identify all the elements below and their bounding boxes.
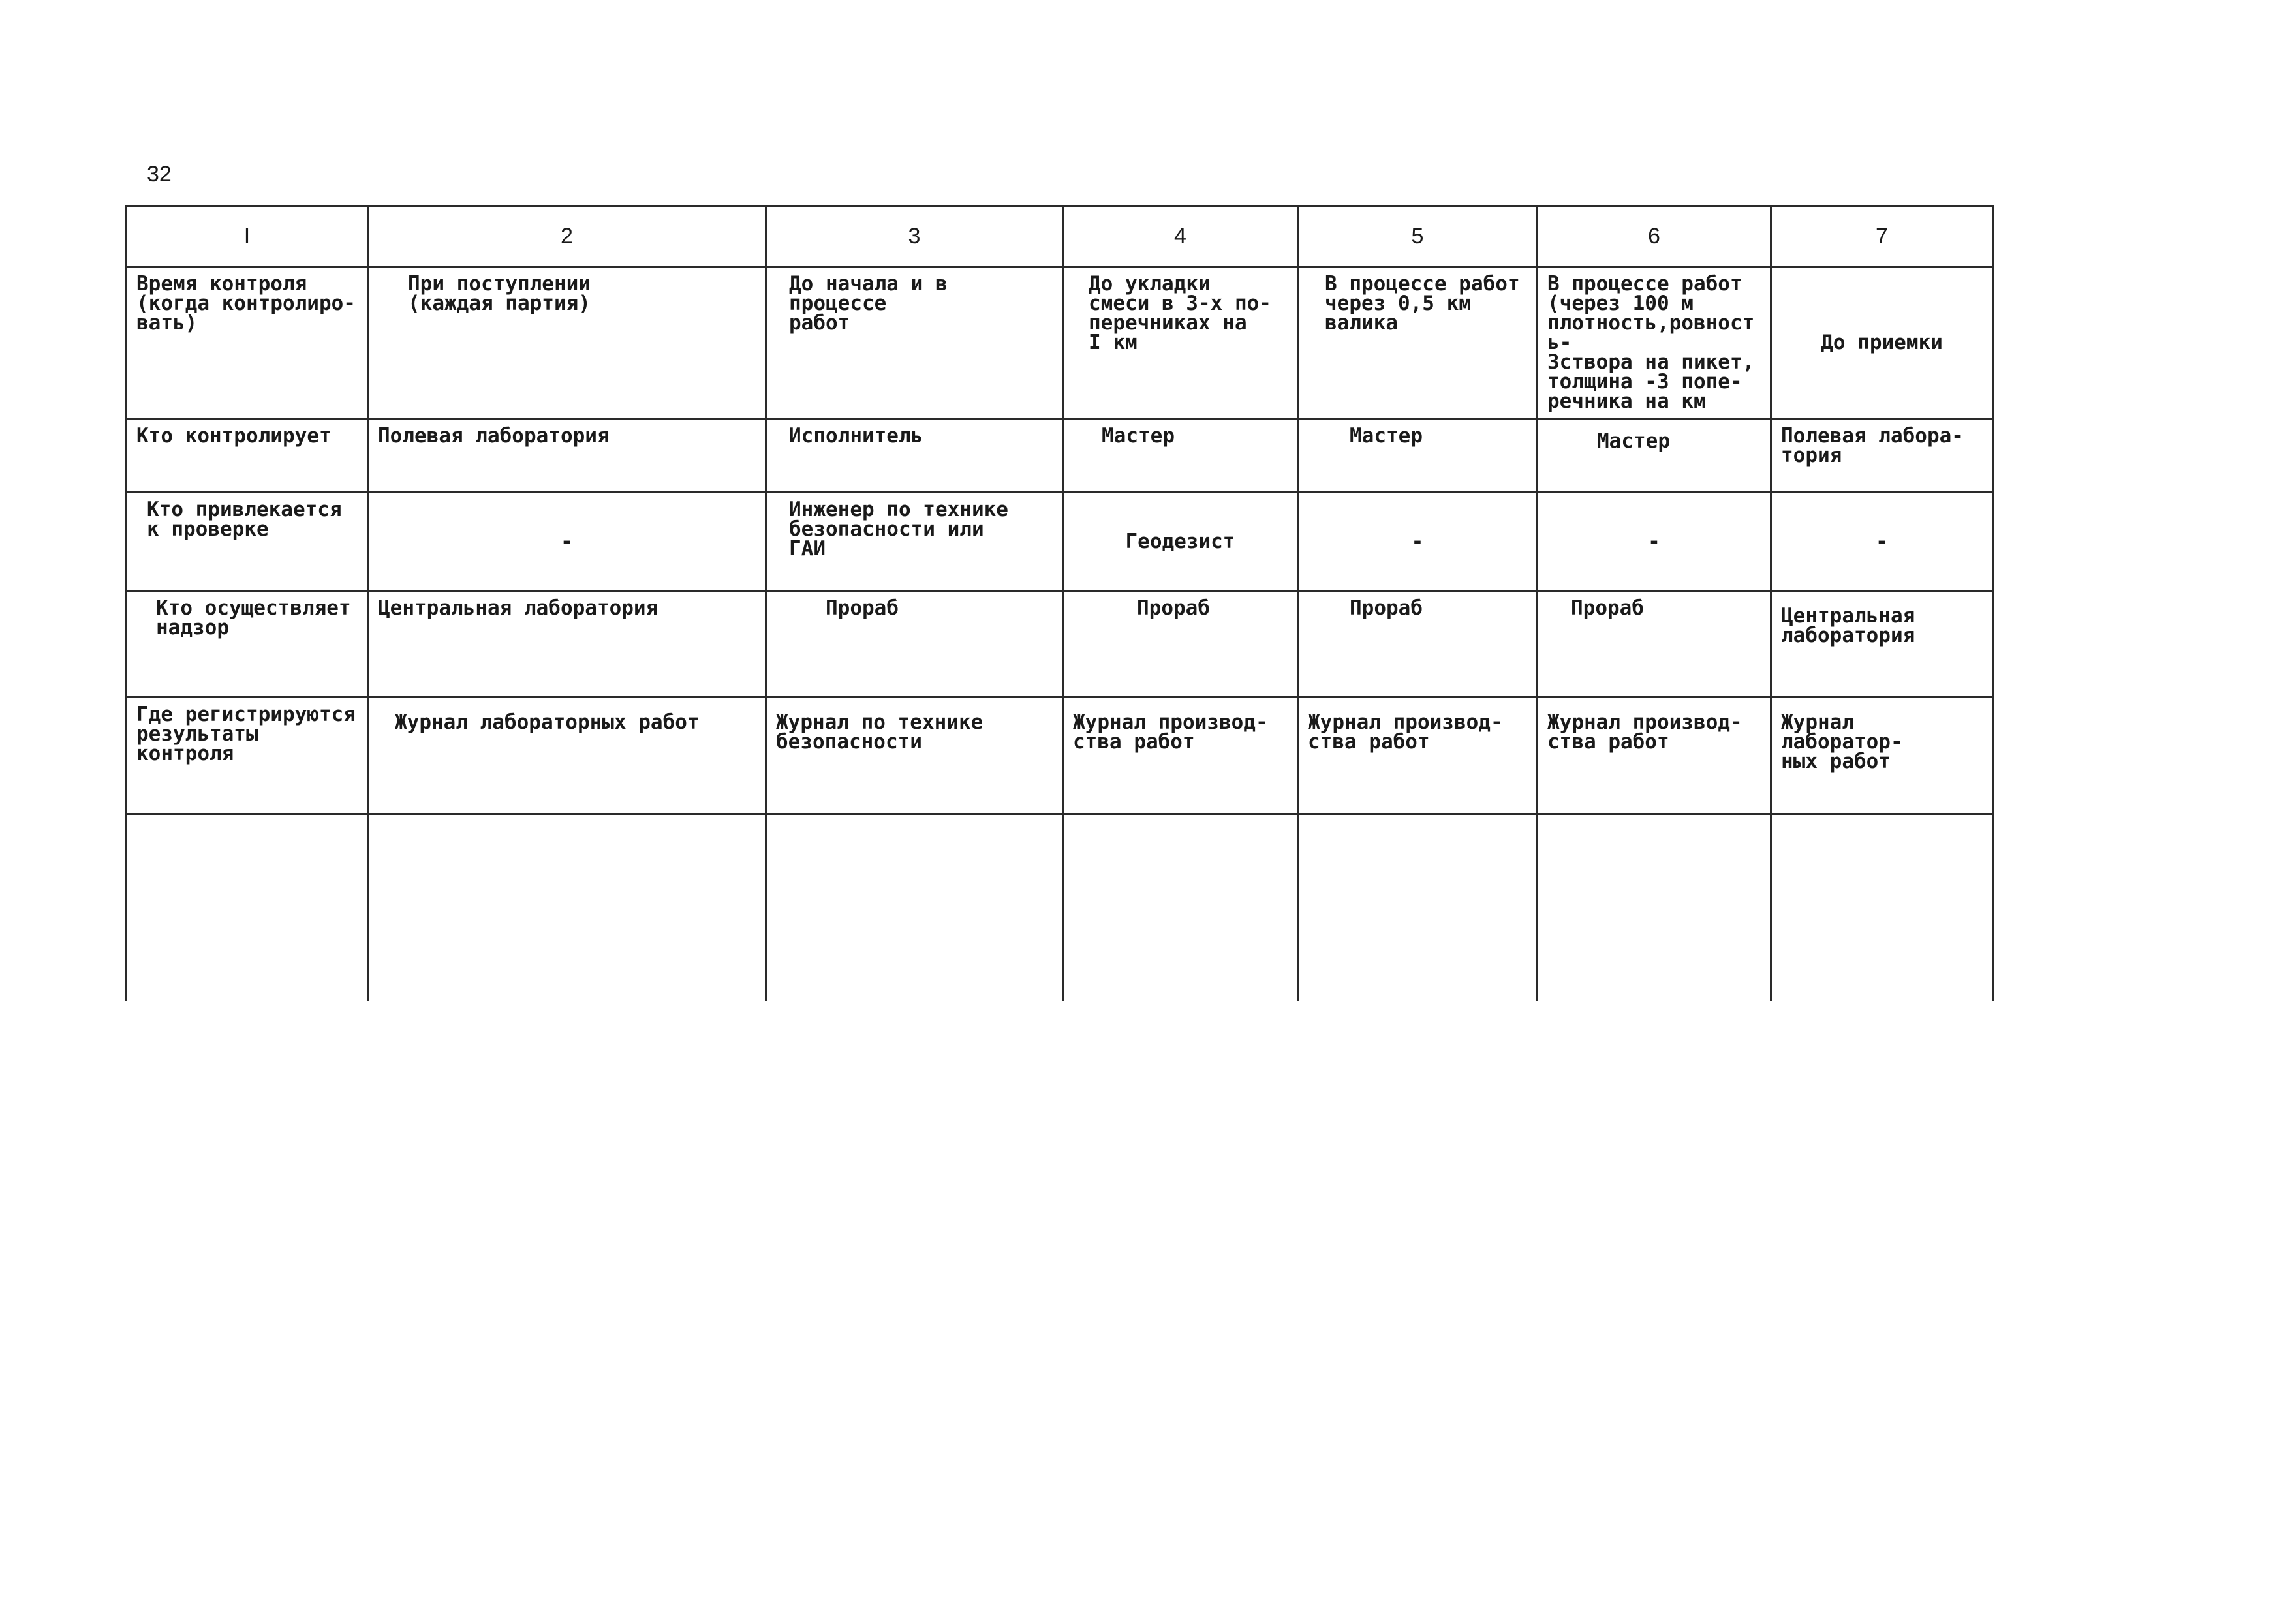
table-row <box>127 814 1993 1002</box>
table-cell: Полевая лаборатория <box>368 419 766 493</box>
column-header: 2 <box>368 206 766 267</box>
page-number: 32 <box>147 162 172 187</box>
table-cell: В процессе работ через 0,5 км валика <box>1298 267 1538 419</box>
table-cell: Мастер <box>1538 419 1771 493</box>
table-cell: Центральная лаборатория <box>1771 591 1993 697</box>
table-cell <box>1063 814 1298 1002</box>
table-row <box>127 267 1993 419</box>
control-table <box>125 205 1994 1001</box>
table-cell: При поступлении (каждая партия) <box>368 267 766 419</box>
table-cell: Прораб <box>1063 591 1298 697</box>
row-label: Кто контролирует <box>127 419 368 493</box>
column-header: 3 <box>766 206 1063 267</box>
table-cell: - <box>368 493 766 591</box>
row-label: Кто привлекается к проверке <box>127 493 368 591</box>
column-header: I <box>127 206 368 267</box>
table-cell: Журнал производ- ства работ <box>1063 697 1298 814</box>
table-cell <box>1771 814 1993 1002</box>
table-cell <box>127 814 368 1002</box>
table-cell: Исполнитель <box>766 419 1063 493</box>
row-label: Кто осуществляет надзор <box>127 591 368 697</box>
table-cell: Полевая лабора- тория <box>1771 419 1993 493</box>
table-row <box>127 697 1993 814</box>
table-cell <box>1298 814 1538 1002</box>
table-cell: Журнал производ- ства работ <box>1538 697 1771 814</box>
table-cell: Журнал производ- ства работ <box>1298 697 1538 814</box>
table-cell: Журнал лабораторных работ <box>368 697 766 814</box>
table-cell: В процессе работ (через 100 м плотность,ровность- 3створа на пикет, толщина -3 попе- речника на км <box>1538 267 1771 419</box>
table-cell <box>1538 814 1771 1002</box>
column-header: 4 <box>1063 206 1298 267</box>
table-row <box>127 493 1993 591</box>
table-cell: Мастер <box>1063 419 1298 493</box>
table-row <box>127 419 1993 493</box>
table-cell: До укладки смеси в 3-х по- перечниках на I км <box>1063 267 1298 419</box>
table-row <box>127 591 1993 697</box>
column-header: 7 <box>1771 206 1993 267</box>
table-cell <box>368 814 766 1002</box>
table-header-row <box>127 206 1993 267</box>
table-cell: До начала и в процессе работ <box>766 267 1063 419</box>
table-cell: Прораб <box>1298 591 1538 697</box>
table-cell: Прораб <box>1538 591 1771 697</box>
row-label: Где регистрируются результаты контроля <box>127 697 368 814</box>
column-header: 6 <box>1538 206 1771 267</box>
row-label: Время контроля (когда контролиро- вать) <box>127 267 368 419</box>
table-cell: Центральная лаборатория <box>368 591 766 697</box>
table-cell <box>766 814 1063 1002</box>
table-cell: - <box>1538 493 1771 591</box>
table-cell: Журнал лаборатор- ных работ <box>1771 697 1993 814</box>
table-cell: Журнал по технике безопасности <box>766 697 1063 814</box>
table-cell: Мастер <box>1298 419 1538 493</box>
table-cell: Геодезист <box>1063 493 1298 591</box>
table-cell: До приемки <box>1771 267 1993 419</box>
column-header: 5 <box>1298 206 1538 267</box>
table-cell: - <box>1298 493 1538 591</box>
table-cell: Инженер по технике безопасности или ГАИ <box>766 493 1063 591</box>
table-cell: - <box>1771 493 1993 591</box>
table-cell: Прораб <box>766 591 1063 697</box>
